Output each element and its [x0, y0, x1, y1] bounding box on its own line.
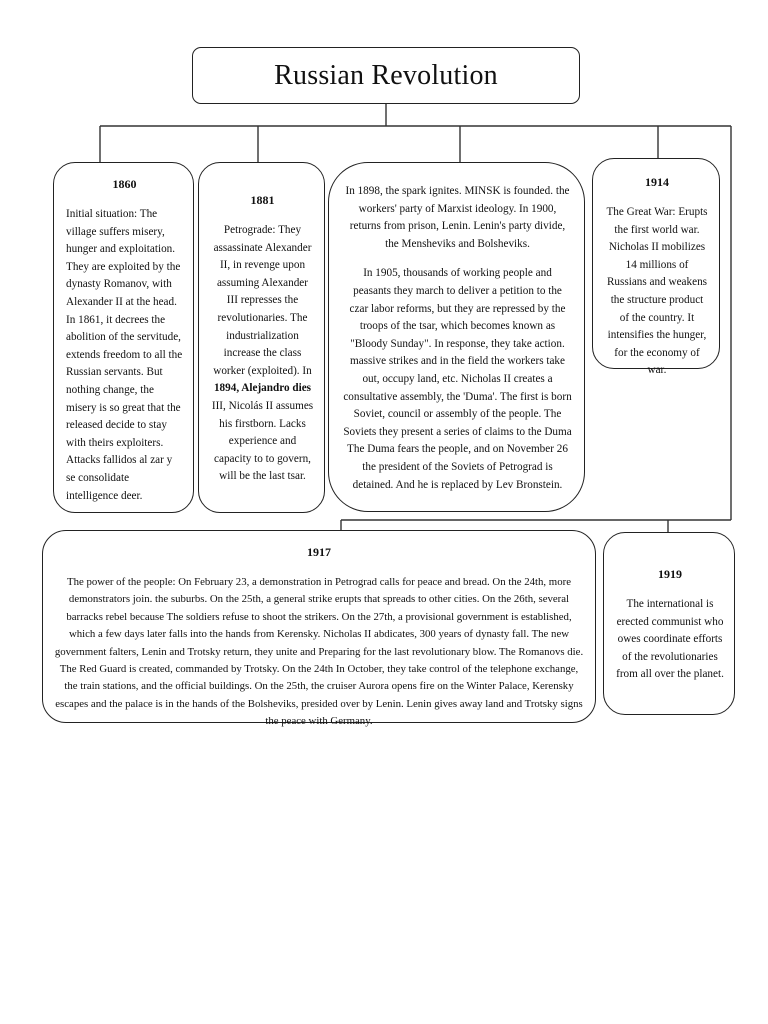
- node-1898: [328, 162, 585, 512]
- node-1898-para-1: In 1898, the spark ignites. MINSK is founded. the workers' party of Marxist ideology. In 1900, returns from prison, Lenin. Lenin's party divide, the Mensheviks and Bolsheviks.: [345, 185, 570, 250]
- node-1881-year: 1881: [250, 193, 275, 207]
- node-1917-text: The power of the people: On February 23, a demonstration in Petrograd calls for peace and bread. On the 24th, more demonstrators join. the suburbs. On the 25th, a general strike erupts that spreads to other cities. On the 26th, several barracks rebel because The soldiers refuse to shoot the strikers. On the 27th, a provisional government is established, which a few days later falls into the hands from Kerensky. Nicholas II abdicates, 300 years of dynasty fall. The new government falters, Lenin and Trotsky return, they unite and Preparing for the last revolutionary blow. The Romanovs die. The Red Guard is created, commanded by Trotsky. On the 24th In October, they take control of the telephone exchange, the train stations, and the official buildings. On the 25th, the cruiser Aurora opens fire on the Winter Palace, Kerensky escapes and the palace is in the hands of the Bolsheviks, presided over by Lenin. Lenin gives away land and Trotsky signs the peace with Germany.: [54, 576, 584, 728]
- diagram-title: Russian Revolution: [274, 59, 498, 91]
- node-1914-text: The Great War: Erupts the first world war. Nicholas II mobilizes 14 millions of Russians and weakens the structure product of the country. It intensifies the hunger, for the economy of war.: [606, 206, 708, 377]
- node-1898-para-2: In 1905, thousands of working people and peasants they march to deliver a petition to the czar labor reforms, but they are repressed by the troops of the tsar, which becomes known as "Bloody Sunday". In response, they take action. massive strikes and in the field the workers take out, occupy land, etc. Nicholas II creates a consultative assembly, the 'Duma'. The first is born Soviet, council or assembly of the people. The Soviets they present a series of claims to the Duma The Duma fears the people, and on November 26 the president of the Soviets of Petrograd is detained. And he is replaced by Lev Bronstein.: [343, 267, 572, 491]
- node-1919-text: The international is erected communist who owes coordinate efforts of the revolutionaries from all over the planet.: [616, 598, 724, 681]
- node-1881-text: [211, 222, 314, 486]
- node-1917-year: 1917: [307, 545, 331, 559]
- node-1919-year: 1919: [658, 567, 682, 581]
- node-1917: [42, 530, 596, 728]
- title-box: [192, 47, 580, 104]
- node-1914-year: 1914: [645, 175, 669, 189]
- node-1860: [53, 162, 194, 513]
- node-1860-text: Initial situation: The village suffers misery, hunger and exploitation. They are exploited by the dynasty Romanov, with Alexander II at the head. In 1861, it decrees the abolition of the servitude, extends freedom to all the Russian servants. But nothing change, the misery is so great that the released decide to stay with theirs exploiters. Attacks fallidos al zar y se consolidate intelligence deer.: [66, 208, 183, 502]
- node-1919: [603, 532, 735, 715]
- node-1914: [592, 158, 720, 377]
- node-1881-bold: 1894, Alejandro dies: [213, 382, 312, 395]
- node-1881-text-a: Petrograde: They assassinate Alexander II, in revenge upon assuming Alexander III represses the revolutionaries. The industrialization increase the class worker (exploited). In: [213, 224, 312, 377]
- node-1881-text-b: III, Nicolás II assumes his firstborn. Lacks experience and capacity to to govern, will be the last tsar.: [211, 399, 314, 483]
- node-1860-year: 1860: [112, 177, 137, 191]
- node-1881: [198, 162, 325, 513]
